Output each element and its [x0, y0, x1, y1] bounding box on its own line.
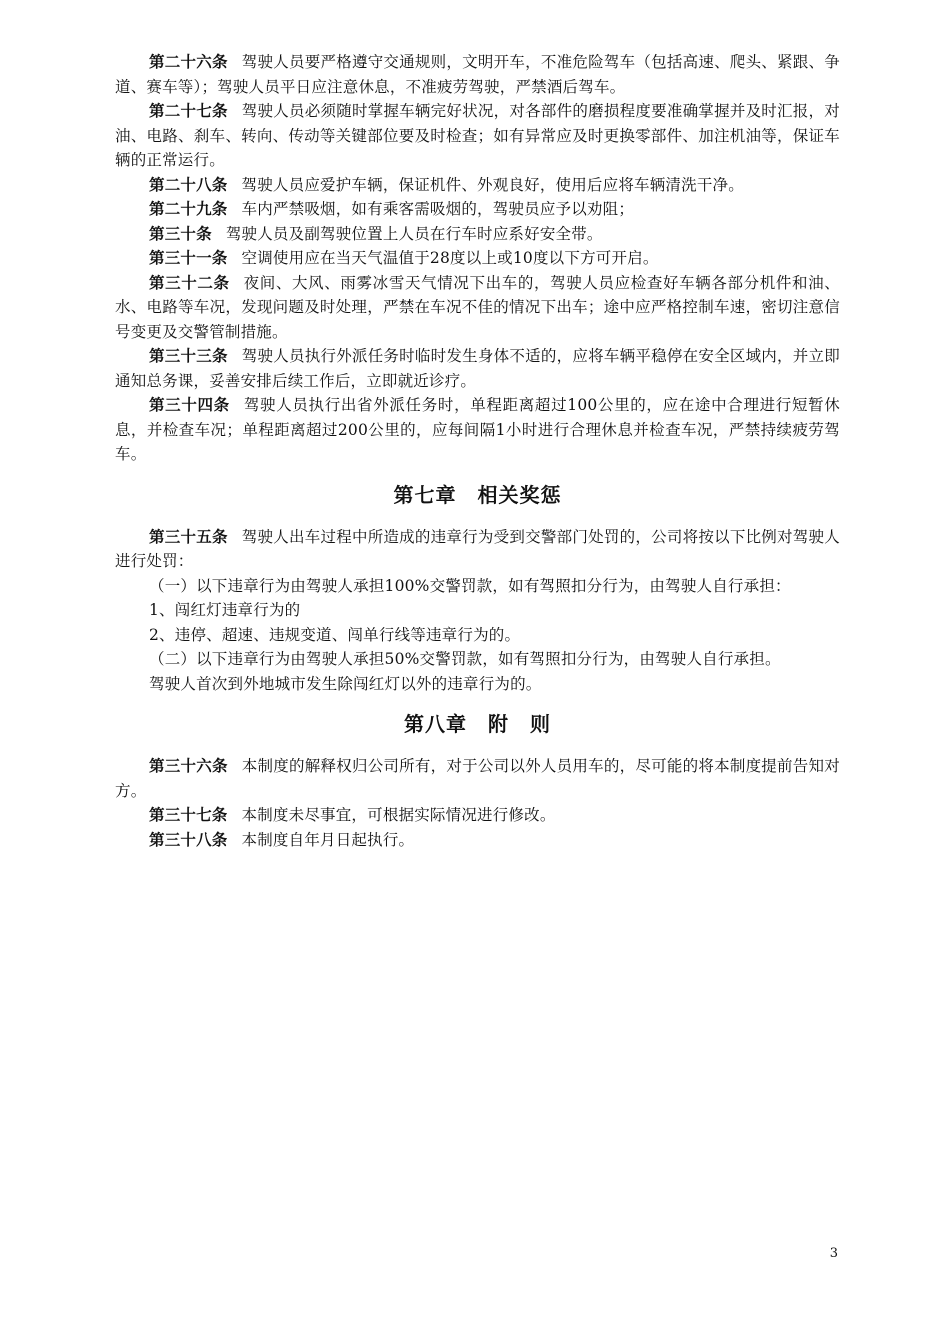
document-content: [115, 50, 840, 852]
article-text: 驾驶人员及副驾驶位置上人员在行车时应系好安全带。: [225, 224, 603, 243]
article-33: [115, 344, 840, 393]
article-title: 第三十三条: [149, 346, 228, 365]
chapter-7-heading: 第七章 相关奖惩: [393, 482, 562, 507]
article-26: [115, 50, 840, 99]
article-38: [115, 828, 840, 853]
article-text: 驾驶人员执行外派任务时临时发生身体不适的，应将车辆平稳停在安全区域内，并立即通知总务课，妥善安排后续工作后，立即就近诊疗。: [115, 347, 840, 390]
article-28: [115, 173, 840, 198]
article-text: 驾驶人员应爱护车辆，保证机件、外观良好，使用后应将车辆清洗干净。: [241, 175, 744, 194]
article-title: 第二十七条: [149, 101, 228, 120]
article-30: [115, 222, 840, 247]
article-text: 空调使用应在当天气温值于28度以上或10度以下方可开启。: [241, 249, 659, 267]
article-text: 车内严禁吸烟，如有乘客需吸烟的，驾驶员应予以劝阻；: [241, 200, 635, 218]
article-31: [115, 246, 840, 271]
list-item: （一）以下违章行为由驾驶人承担100%交警罚款，如有驾照扣分行为，由驾驶人自行承担：: [149, 576, 791, 595]
article-title: 第三十七条: [149, 805, 228, 824]
chapter-7-section: [115, 525, 840, 697]
chapter-8-section: [115, 754, 840, 852]
article-32: [115, 271, 840, 345]
article-title: 第二十六条: [149, 52, 228, 71]
article-text: 驾驶人员要严格遵守交通规则，文明开车，不准危险驾车（包括高速、爬头、紧跟、争道、赛车等）；驾驶人员平日应注意休息，不准疲劳驾驶，严禁酒后驾车。: [115, 53, 840, 96]
article-36: [115, 754, 840, 803]
list-item: （二）以下违章行为由驾驶人承担50%交警罚款，如有驾照扣分行为，由驾驶人自行承担。: [149, 650, 781, 668]
article-text: 本制度未尽事宜，可根据实际情况进行修改。: [241, 806, 556, 824]
article-34: [115, 393, 840, 467]
article-title: 第二十八条: [149, 174, 228, 194]
article-title: 第三十二条: [149, 272, 230, 292]
article-35: [115, 525, 840, 574]
article-29: [115, 197, 840, 222]
article-37: [115, 803, 840, 828]
article-text: 本制度的解释权归公司所有，对于公司以外人员用车的，尽可能的将本制度提前告知对方。: [115, 757, 840, 800]
article-title: 第三十八条: [149, 829, 228, 849]
article-title: 第三十一条: [149, 248, 228, 267]
article-title: 第三十五条: [149, 526, 228, 546]
list-item: 1、闯红灯违章行为的: [149, 601, 301, 619]
article-text: 驾驶人出车过程中所造成的违章行为受到交警部门处罚的，公司将按以下比例对驾驶人进行处罚：: [115, 527, 840, 570]
chapter-8-heading: 第八章 附 则: [404, 712, 551, 736]
article-title: 第三十条: [149, 223, 212, 243]
article-text: 驾驶人员执行出省外派任务时，单程距离超过100公里的，应在途中合理进行短暂休息，并检查车况；单程距离超过200公里的，应每间隔1小时进行合理休息并检查车况，严禁持续疲劳驾车。: [115, 396, 840, 463]
page-number: 3: [829, 1246, 838, 1261]
article-27: [115, 99, 840, 173]
article-text: 夜间、大风、雨雾冰雪天气情况下出车的，驾驶人员应检查好车辆各部分机件和油、水、电路等车况，发现问题及时处理，严禁在车况不佳的情况下出车；途中应严格控制车速，密切注意信号变更及交警管制措施。: [115, 273, 840, 341]
article-text: 本制度自年月日起执行。: [241, 830, 415, 849]
article-text: 驾驶人员必须随时掌握车辆完好状况，对各部件的磨损程度要准确掌握并及时汇报，对油、电路、刹车、转向、传动等关键部位要及时检查；如有异常应及时更换零部件、加注机油等，保证车辆的正常运行。: [115, 102, 840, 169]
article-title: 第三十四条: [149, 395, 230, 414]
article-title: 第二十九条: [149, 199, 228, 218]
list-item: 驾驶人首次到外地城市发生除闯红灯以外的违章行为的。: [149, 674, 542, 693]
list-item: 2、违停、超速、违规变道、闯单行线等违章行为的。: [149, 625, 521, 644]
article-title: 第三十六条: [149, 756, 228, 775]
articles-section: [115, 50, 840, 467]
